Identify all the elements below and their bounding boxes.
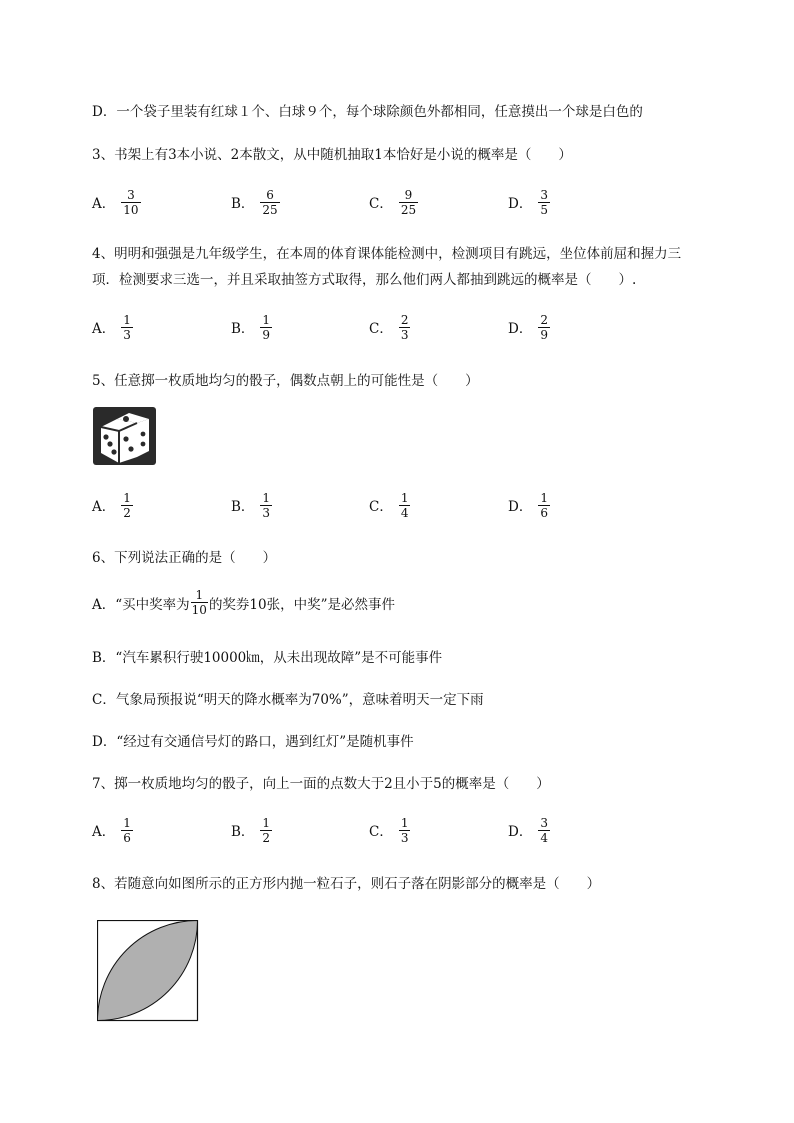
- option-label: D．: [508, 196, 533, 212]
- fraction-numerator: 3: [540, 187, 548, 202]
- fraction: [121, 313, 133, 342]
- fraction-numerator: 1: [123, 490, 131, 505]
- fraction-numerator: 1: [262, 490, 271, 505]
- fraction-denominator: 3: [262, 505, 271, 520]
- option-c: [369, 182, 418, 222]
- fraction-denominator: 25: [400, 202, 417, 217]
- question-5: 5、任意掷一枚质地均匀的骰子，偶数点朝上的可能性是（ ）: [92, 373, 479, 389]
- option-label: D．: [508, 824, 533, 840]
- fraction: [121, 188, 140, 217]
- fraction-denominator: 9: [262, 327, 271, 342]
- fraction-denominator: 3: [400, 327, 409, 342]
- option-label: A．: [92, 824, 116, 840]
- option-b: [231, 810, 272, 850]
- option-label: A．: [92, 321, 116, 337]
- option-d: [508, 307, 550, 347]
- fraction-denominator: 2: [262, 830, 271, 845]
- fraction-denominator: 4: [400, 505, 409, 520]
- option-c: [369, 810, 410, 850]
- fraction-denominator: 10: [191, 603, 207, 617]
- option-a: [92, 485, 133, 525]
- option-a: [92, 810, 133, 850]
- question-4-line-1: 4、明明和强强是九年级学生，在本周的体育课体能检测中，检测项目有跳远，坐位体前屈和握力三: [92, 246, 682, 262]
- option-label: D．: [508, 499, 533, 515]
- fraction: [191, 588, 208, 617]
- option-b: [231, 307, 272, 347]
- fraction-numerator: 9: [404, 187, 413, 202]
- option-label: A．: [92, 499, 116, 515]
- fraction-numerator: 1: [400, 490, 409, 505]
- fraction-denominator: 2: [123, 505, 131, 520]
- fraction-numerator: 6: [266, 187, 274, 202]
- question-3: 3、书架上有3本小说、2本散文，从中随机抽取1本恰好是小说的概率是（ ）: [92, 147, 572, 163]
- fraction-numerator: 1: [262, 312, 271, 327]
- fraction-numerator: 2: [540, 312, 548, 327]
- option-label: B．: [231, 196, 255, 212]
- option-d: [508, 485, 550, 525]
- dice-image: [93, 407, 156, 465]
- fraction-denominator: 5: [540, 202, 548, 217]
- fraction: [399, 188, 418, 217]
- question-8: 8、若随意向如图所示的正方形内抛一粒石子，则石子落在阴影部分的概率是（ ）: [92, 876, 601, 892]
- fraction: [121, 816, 133, 845]
- fraction: [538, 188, 550, 217]
- fraction-denominator: 9: [540, 327, 548, 342]
- question-4-line-2: 项．检测要求三选一，并且采取抽签方式取得，那么他们两人都抽到跳远的概率是（ ）.: [92, 272, 637, 288]
- option-a: [92, 182, 141, 222]
- fraction-numerator: 1: [400, 815, 409, 830]
- fraction-denominator: 4: [540, 830, 548, 845]
- option-label: A．: [92, 196, 116, 212]
- option-a-prefix: A．“买中奖率为: [92, 596, 190, 613]
- fraction-numerator: 1: [540, 490, 548, 505]
- fraction: [538, 313, 550, 342]
- question-5-options: [92, 485, 692, 525]
- fraction: [121, 491, 133, 520]
- option-d-previous: D．一个袋子里装有红球１个、白球９个，每个球除颜色外都相同，任意摸出一个球是白色的: [92, 104, 643, 120]
- option-label: C．: [369, 196, 393, 212]
- fraction-numerator: 1: [123, 312, 131, 327]
- option-a-suffix: 的奖券10张，中奖”是必然事件: [208, 596, 396, 613]
- question-4-options: [92, 307, 692, 347]
- option-label: B．: [231, 321, 255, 337]
- fraction: [399, 491, 411, 520]
- option-label: B．: [231, 499, 255, 515]
- fraction-denominator: 6: [123, 830, 131, 845]
- fraction-numerator: 1: [123, 815, 131, 830]
- fraction-denominator: 3: [400, 830, 409, 845]
- fraction-denominator: 10: [123, 202, 139, 217]
- fraction-numerator: 3: [540, 815, 548, 830]
- option-c: [369, 485, 410, 525]
- question-6-option-a: [92, 588, 395, 617]
- fraction: [260, 491, 272, 520]
- fraction: [399, 816, 411, 845]
- option-d: [508, 182, 550, 222]
- option-c: [369, 307, 410, 347]
- question-6: 6、下列说法正确的是（ ）: [92, 550, 277, 566]
- fraction-numerator: 1: [195, 588, 204, 602]
- option-a: [92, 307, 133, 347]
- question-6-option-d: D．“经过有交通信号灯的路口，遇到红灯”是随机事件: [92, 734, 414, 750]
- fraction-numerator: 2: [400, 312, 409, 327]
- question-3-options: [92, 182, 692, 222]
- option-label: C．: [369, 499, 393, 515]
- fraction-denominator: 6: [540, 505, 548, 520]
- option-b: [231, 485, 272, 525]
- fraction: [538, 816, 550, 845]
- question-6-option-b: B．“汽车累积行驶10000㎞，从未出现故障”是不可能事件: [92, 650, 443, 666]
- option-label: C．: [369, 321, 393, 337]
- fraction-denominator: 25: [262, 202, 278, 217]
- option-b: [231, 182, 280, 222]
- fraction: [260, 188, 279, 217]
- fraction: [538, 491, 550, 520]
- square-leaf-figure: [97, 920, 200, 1023]
- fraction: [260, 816, 272, 845]
- fraction-numerator: 3: [127, 187, 135, 202]
- option-label: C．: [369, 824, 393, 840]
- fraction: [260, 313, 272, 342]
- fraction: [399, 313, 411, 342]
- question-7: 7、掷一枚质地均匀的骰子，向上一面的点数大于2且小于5的概率是（ ）: [92, 776, 550, 792]
- option-label: D．: [508, 321, 533, 337]
- fraction-denominator: 3: [123, 327, 131, 342]
- dice-icon: [93, 407, 156, 465]
- fraction-numerator: 1: [262, 815, 271, 830]
- option-label: B．: [231, 824, 255, 840]
- question-6-option-c: C．气象局预报说“明天的降水概率为70%”，意味着明天一定下雨: [92, 692, 484, 708]
- option-d: [508, 810, 550, 850]
- question-7-options: [92, 810, 692, 850]
